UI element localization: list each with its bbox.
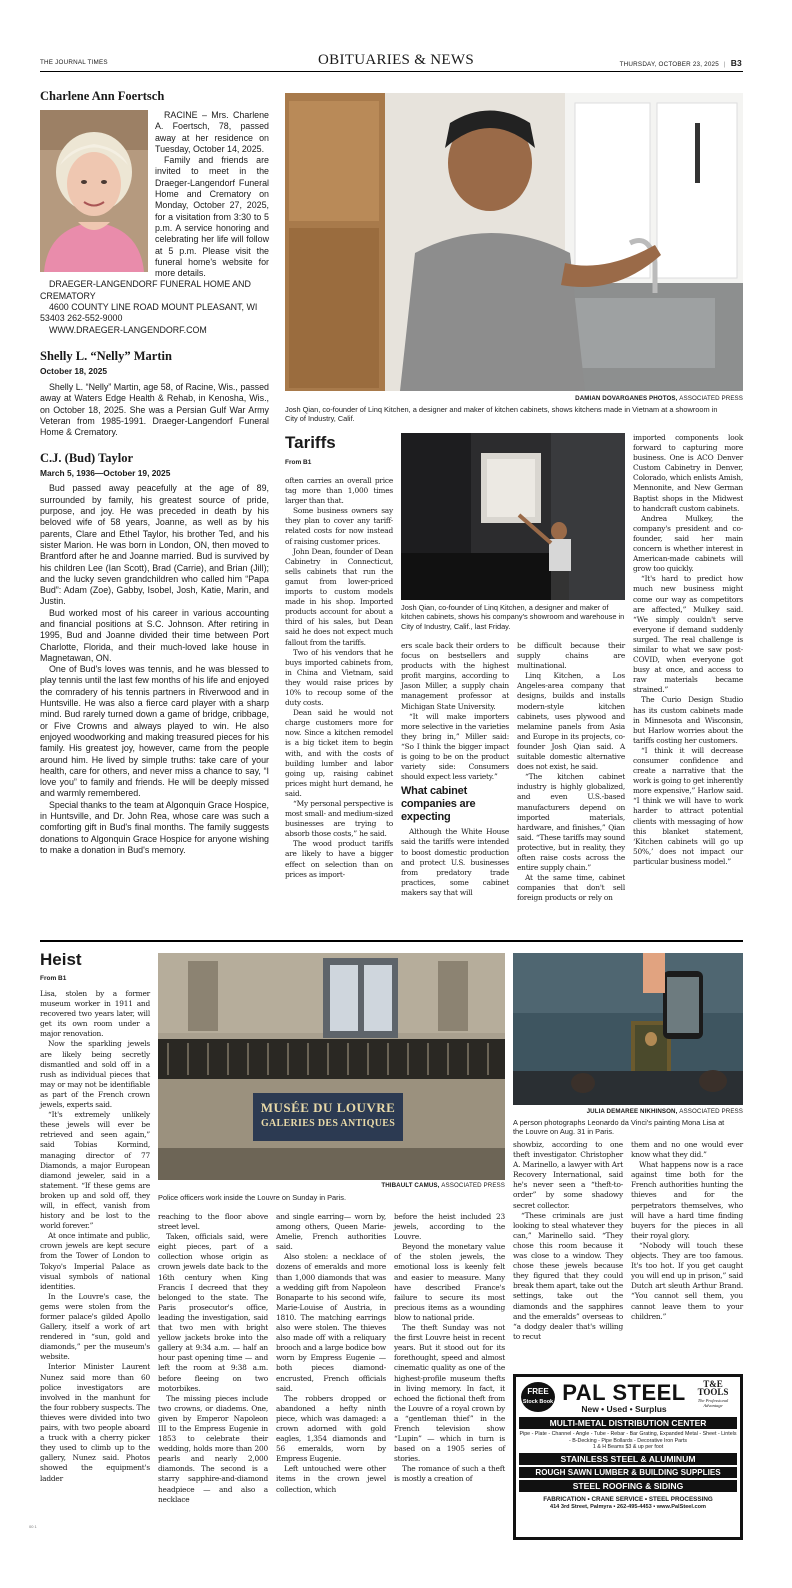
heist-paragraph: In the Louvre's case, the gems were stolen from the former palace's gilded Apollo Gallery, itself a work of art rendered in “sun, gold and diamonds,” per the museum's website. [40, 1291, 150, 1362]
heist-paragraph: “Nobody will touch these objects. They are too famous. It's too hot. If you get caught you will end up in prison,” said Dutch art sleuth Arthur Brand. “You cannot sell them, you cannot leave them to your children.” [631, 1240, 743, 1321]
tariffs-paragraph: Linq Kitchen, a Los Angeles-area company that designs, builds and installs modern-style kitchen cabinets, uses plywood and melamine panels from Asia and Europe in its projects, co-founder Josh Qian said. A suitable domestic alternative does not exist, he said. [517, 671, 625, 772]
heist-col-6 [631, 1140, 743, 1322]
obit-date: October 18, 2025 [40, 365, 108, 376]
tariffs-paragraph: At the same time, cabinet companies that don't sell foreign products or rely on [517, 873, 625, 903]
museum-visitors-illustration [513, 953, 743, 1105]
tariffs-photo-credit [285, 395, 743, 402]
ad-logo-mid: TOOLS [697, 1387, 729, 1397]
header-right [620, 58, 742, 68]
heist-paragraph: “These criminals are just looking to steal whatever they can,” Marinello said. “They chose this room because it was close to a window. They chose these jewels because they figured that they could break them apart, take out the settings, take out the diamonds and the sapphires and the emeralds” overseas to “a dodgy dealer that's willing to recut [513, 1210, 623, 1341]
section-divider [40, 940, 743, 942]
obit-paragraph: Bud worked most of his career in various accounting and financial positions at S.C. Johnson. After retiring in 1995, Bud and Joanne divided their time between Port Charlotte, Florida, and their much-loved lake house in Magnetawan, ON. [40, 607, 269, 663]
tariffs-paragraph: “It's hard to predict how much new business might come our way as competitors are affected,” Mulkey said. “We simply couldn't serve everyone if demand suddenly surged. The real challenge is similar to what we saw post-COVID, when everyone got busy at once, and access to raw materials became strained.” [633, 574, 743, 695]
mona-lisa-photo [513, 953, 743, 1105]
tariffs-headline: Tariffs [285, 433, 336, 452]
header-rule [40, 71, 743, 72]
louvre-facade-illustration [158, 953, 505, 1180]
obit-paragraph: Special thanks to the team at Algonquin Grace Hospice, in Huntsville, and Dr. John Rea, whose care was such a comforting gift in Bud's final months. The family suggests donations to Algonquin Grace Hospice for anyone wishing to make a donation in Bud's memory. [40, 799, 269, 855]
heist-paragraph: At once intimate and public, crown jewels are kept secure from the Tower of London to Tokyo's Imperial Palace as visual symbols of national identities. [40, 1231, 150, 1291]
ad-address[interactable]: 414 3rd Street, Palmyra • 262-495-4453 • www.PalSteel.com [549, 1503, 707, 1510]
obit-name: C.J. (Bud) Taylor [40, 451, 134, 466]
tariffs-inset-photo [401, 433, 625, 600]
tariffs-main-photo [285, 93, 743, 391]
heist-paragraph: Beyond the monetary value of the stolen jewels, the emotional loss is keenly felt and easier to measure. Many have described France's failure to secure its most precious items as a wounding blow to national pride. [394, 1242, 505, 1322]
warehouse-illustration [401, 433, 625, 600]
heist-paragraph: The missing pieces include two crowns, or diadems. One, given by Emperor Napoleon III to the Empress Eugenie in 1853 to celebrate their wedding, holds more than 200 pearls and nearly 2,000 diamonds. The second is a starry sapphire-and-diamond headpiece — and also a necklace [158, 1393, 268, 1504]
obit-paragraph: RACINE – Mrs. Charlene A. Foertsch, 78, passed away at her residence on Tuesday, October 14, 2025. [155, 110, 269, 154]
footer-mark: 00 1 [29, 1524, 37, 1529]
credit-name: DAMIAN DOVARGANES PHOTOS, [575, 395, 678, 402]
heist-col-1 [40, 989, 150, 1484]
ad-band-distribution: MULTI-METAL DISTRIBUTION CENTER [519, 1417, 737, 1429]
tariffs-subhead: What cabinet companies are expecting [401, 785, 476, 824]
heist-paragraph: The romance of such a theft is mostly a creation of [394, 1464, 505, 1484]
ad-services: FABRICATION • CRANE SERVICE • STEEL PROCESSING [543, 1495, 713, 1503]
heist-paragraph: Lisa, stolen by a former museum worker in 1911 and recovered two years later, will get its own room under a major renovation. [40, 989, 150, 1039]
tariffs-paragraph: Dean said he would not charge customers more for now. Since a kitchen remodel is a big ticket item to begin with, and with the costs of building lumber and labor going up, raising cabinet prices might hurt demand, he said. [285, 708, 393, 798]
page-number: B3 [730, 58, 742, 68]
pal-steel-ad[interactable] [513, 1374, 743, 1540]
header-left: THE JOURNAL TIMES [40, 59, 108, 66]
heist-paragraph: showbiz, according to one theft investigator. Christopher A. Marinello, a lawyer with Art Recovery International, said he's never seen a “theft-to-order” by some shadowy secret collector. [513, 1140, 623, 1210]
obit-paragraph: Bud passed away peacefully at the age of 89, surrounded by family, his greatest source of pride, purpose, and joy. He was preceded in death by his beloved wife of 58 years, Joanne, as well as by his parents, Clare and Ethel Taylor, his brother Ted, and his sister Marion. He was born in London, ON, then moved to Brantford after he and Joanne married. Bud is survived by his children Lee (Ian Scott), Brad (Carrie), and Brian (Jill); and the lucky seven grandchildren who called him “Papa Bud”: Adam (Zoe), Gabby, Isobel, Josh, Katie, Marin, and Justin. [40, 483, 269, 607]
ad-badge-bottom: Stock Book [522, 1399, 554, 1405]
heist-paragraph: before the heist included 23 jewels, according to the Louvre. [394, 1212, 505, 1242]
obit-paragraph: Shelly L. “Nelly” Martin, age 58, of Racine, Wis., passed away at Waters Edge Health & Rehab, in Kenosha, Wis., on October 18, 2025. She was a Persian Gulf War Army Veteran from 1985-1991. Draeger-Langendorf Funeral Home & Crematory. [40, 381, 269, 438]
tariffs-paragraph: The wood product tariffs are likely to have a bigger effect on selection than on prices as import- [285, 839, 393, 879]
ad-band-roofing: STEEL ROOFING & SIDING [519, 1480, 737, 1492]
ad-band-lumber: ROUGH SAWN LUMBER & BUILDING SUPPLIES [519, 1467, 737, 1478]
tariffs-paragraph: “It will make importers more selective in the varieties they bring in,” Miller said: “So I think the bigger impact is going to be on the product variety side: Consumers should expect less variety.” [401, 711, 509, 782]
obit-paragraph: One of Bud's loves was tennis, and he was blessed to play tennis until the last few months of his life and enjoyed the comradery of his tennis partners in Riverwood and in Huntsville. He was also a fierce card player with a sharp mind. Bud rarely turned down a game of bridge, cribbage, or Five Crowns and always played to win. He also enjoyed woodworking and making treasured pieces for his family. His greatest joy, however, came from the people around him. He lived by simple truths: take care of your health, care for others, and never miss a chance to say, “I love you” to family and friends. He will be deeply missed and warmly remembered. [40, 664, 269, 799]
mona-lisa-photo-credit [513, 1108, 743, 1115]
obit-paragraph: DRAEGER-LANGENDORF FUNERAL HOME AND CREMATORY [40, 279, 251, 301]
kitchen-showroom-illustration [285, 93, 743, 391]
tariffs-paragraph: imported components look forward to capturing more business. One is ACO Denver Custom Cabinetry in Denver, Colorado, which enlists Amish, Mennonite, and New German Baptist shops in the Midwest to handcraft custom cabinets. [633, 433, 743, 513]
header-sep: | [723, 61, 726, 68]
tariffs-paragraph: “The kitchen cabinet industry is highly globalized, and even U.S.-based manufacturers depend on imported materials, hardware, and finishes,” Qian said. “These tariffs may sound protective, but in reality, they often raise costs across the entire supply chain.” [517, 772, 625, 873]
ad-tagline: New • Used • Surplus [581, 1404, 667, 1414]
tariffs-paragraph: “My personal perspective is most small- and medium-sized businesses are trying to absorb those costs,” he said. [285, 799, 393, 839]
louvre-photo-credit [158, 1182, 505, 1189]
portrait-illustration [40, 110, 148, 272]
tariffs-paragraph: ers scale back their orders to focus on bestsellers and products with the highest profit margins, according to Jason Miller, a supply chain management professor at Michigan State University. [401, 641, 509, 711]
heist-col-4 [394, 1212, 505, 1485]
heist-paragraph: Left untouched were other items in the crown jewel collection, which [276, 1464, 386, 1494]
header-date: THURSDAY, OCTOBER 23, 2025 [619, 61, 719, 68]
ad-top-row [519, 1380, 737, 1416]
tariffs-paragraph: The Curio Design Studio has its custom cabinets made in Minnesota and Wisconsin, but Harlow worries about the tariffs costing her customers. [633, 695, 743, 745]
heist-headline: Heist [40, 950, 82, 969]
tariffs-col-4 [633, 433, 743, 867]
ad-badge-top: FREE [527, 1387, 549, 1396]
heist-paragraph: What happens now is a race against time both for the French authorities hunting the thieves and for the perpetrators themselves, who will have a hard time finding buyers for the pieces in all their royal glory. [631, 1160, 743, 1240]
heist-paragraph: The theft Sunday was not the first Louvre heist in recent years. But it stood out for its forethought, speed and almost cinematic quality as one of the highest-profile museum thefts in living memory. In fact, it echoed the fictional theft from the Louvre of a royal crown by a “gentleman thief” in the French television show “Lupin” — which in turn is based on a 1905 series of stories. [394, 1323, 505, 1464]
obit-paragraph: Family and friends are invited to meet in the Draeger-Langendorf Funeral Home and Crematory on Monday, October 27, 2025, for a visitation from 3:30 to 5 p.m. A service honoring and celebrating her life will follow at 5 p.m. Please visit the funeral home's website for more details. [155, 155, 269, 279]
heist-col-3 [276, 1212, 386, 1495]
tariffs-paragraph: “I think it will decrease consumer confidence and create a narrative that the work is going to get inherently more expensive,” Harlow said. “I think we will have to work harder to attract potential clients with messaging of how this blanket statement, ‘Kitchen cabinets will go up 50%,’ does not impact our particular business model.” [633, 745, 743, 866]
heist-col-2 [158, 1212, 268, 1505]
heist-paragraph: The robbers dropped or abandoned a hefty ninth piece, which was damaged: a crown adorned with gold eagles, 1,354 diamonds and 56 emeralds, worn by Empress Eugenie. [276, 1393, 386, 1464]
obit-paragraph: 4600 COUNTY LINE ROAD MOUNT PLEASANT, WI 53403 262-552-9000 [40, 302, 258, 324]
louvre-photo-caption: Police officers work inside the Louvre on Sunday in Paris. [158, 1193, 347, 1202]
tariffs-paragraph: Although the White House said the tariffs were intended to boost domestic production and protect U.S. businesses from predatory trade practices, some cabinet makers say that will [401, 827, 509, 897]
heist-paragraph: reaching to the floor above street level. [158, 1212, 268, 1232]
credit-org: ASSOCIATED PRESS [679, 395, 743, 402]
tariffs-photo-caption: Josh Qian, co-founder of Linq Kitchen, a designer and maker of kitchen cabinets, shows kitchens made in Vietnam at a showroom in City of Industry, Calif. [285, 405, 718, 424]
louvre-sign [253, 1093, 403, 1141]
heist-jump-from: From B1 [40, 975, 67, 982]
louvre-sign-line-1: MUSÉE DU LOUVRE [260, 1100, 396, 1115]
tariffs-paragraph: often carries an overall price tag more than 1,000 times larger than that. [285, 476, 393, 506]
tariffs-inset-caption: Josh Qian, co-founder of Linq Kitchen, a designer and maker of kitchen cabinets, shows his company's showroom and warehouse in City of Industry, Calif., last Friday. [401, 603, 625, 631]
obit-website[interactable]: WWW.DRAEGER-LANGENDORF.COM [49, 324, 207, 335]
obit-date: March 5, 1936—October 19, 2025 [40, 468, 171, 479]
louvre-photo [158, 953, 505, 1180]
ad-logo-sub: The Professional Advantage [697, 1398, 729, 1408]
tariffs-col-2 [401, 641, 509, 898]
ad-beams: 1 & H Beams $3 & up per foot [592, 1444, 664, 1451]
credit-org: ASSOCIATED PRESS [441, 1182, 505, 1189]
tariffs-paragraph: John Dean, founder of Dean Cabinetry in Connecticut, sells cabinets that run the gamut from lower-priced imports to custom models made in his shop. Imported products account for about a third of his sales, but Dean said he does not expect much fallout from the tariffs. [285, 546, 393, 647]
ad-band-stainless: STAINLESS STEEL & ALUMINUM [519, 1453, 737, 1465]
tariffs-paragraph: Two of his vendors that he buys imported cabinets from, in China and Vietnam, said they would raise prices by 10% to recoup some of the duty costs. [285, 647, 393, 708]
heist-paragraph: them and no one would ever know what they did.” [631, 1140, 743, 1160]
heist-paragraph: and single earring— worn by, among others, Queen Marie-Amelie, French authorities said. [276, 1212, 386, 1252]
credit-name: THIBAULT CAMUS, [381, 1182, 440, 1189]
obit-name: Charlene Ann Foertsch [40, 89, 165, 103]
heist-paragraph: Interior Minister Laurent Nunez said more than 60 police investigators are involved in the manhunt for the four robbery suspects. The thieves were divided into two pairs, with two people aboard a truck with a cherry picker they used to climb up to the gallery, Nunez said. Photos showed the equipment's ladder [40, 1362, 150, 1483]
tariffs-paragraph: Some business owners say they plan to cover any tariff-related costs for now instead of raising customer prices. [285, 506, 393, 546]
tariffs-col-3 [517, 641, 625, 903]
tariffs-col-1 [285, 476, 393, 880]
mona-lisa-photo-caption: A person photographs Leonardo da Vinci's painting Mona Lisa at the Louvre on Aug. 31 in Paris. [513, 1118, 725, 1137]
tariffs-jump-from: From B1 [285, 459, 312, 466]
heist-paragraph: Also stolen: a necklace of dozens of emeralds and more than 1,000 diamonds that was a wedding gift from Napoleon Bonaparte to his second wife, Marie-Louise of Austria, in 1810. The matching earrings also were stolen. The thieves also made off with a reliquary brooch and a large bodice bow worn by Empress Eugenie — both pieces diamond-encrusted, French officials said. [276, 1252, 387, 1393]
ad-tools-logo [691, 1380, 735, 1408]
tariffs-paragraph: Andrea Mulkey, the company's president and co-founder, said her main concern is whether interest in American-made cabinets will grow too quickly. [633, 513, 743, 574]
heist-paragraph: Taken, officials said, were eight pieces, part of a collection whose origin as crown jewels date back to the 16th century when King Francis I decreed that they belonged to the state. The Paris prosecutor's office, leading the investigation, said that two men with bright yellow jackets broke into the gallery at 9:34 a.m. — half an hour past opening time — and left the room at 9:38 a.m. before fleeing on two motorbikes. [158, 1232, 268, 1393]
louvre-sign-line-2: GALERIES DES ANTIQUES [260, 1118, 396, 1129]
ad-logo-top: T&E [703, 1379, 723, 1389]
section-title: OBITUARIES & NEWS [318, 52, 474, 68]
tariffs-paragraph: be difficult because their supply chains are multinational. [517, 641, 625, 671]
credit-name: JULIA DEMAREE NIKHINSON, [586, 1108, 678, 1115]
ad-brand-name: PAL STEEL [562, 1380, 686, 1405]
heist-paragraph: “It's extremely unlikely these jewels will ever be retrieved and seen again,” said Tobias Kormind, managing director of 77 Diamonds, a major European diamond jeweler, said in a statement. “If these gems are broken up and sold off, they will, in effect, vanish from history and be lost to the world forever.” [40, 1110, 150, 1231]
heist-paragraph: Now the sparkling jewels are likely being secretly dismantled and sold off in a rush as individual pieces that may or may not be identifiable as part of the French crown jewels, experts said. [40, 1039, 150, 1110]
ad-free-badge [521, 1382, 555, 1412]
obit-portrait [40, 110, 148, 272]
heist-col-5 [513, 1140, 623, 1342]
ad-products: Pipe - Plate - Channel - Angle - Tube - Rebar - Bar Grating, Expanded Metal - Sheet - Lintels - B-Decking - Pipe Bollards - Decorative Iron Parts [519, 1431, 737, 1444]
obit-name: Shelly L. “Nelly” Martin [40, 348, 172, 363]
obituaries-column [40, 89, 269, 856]
credit-org: ASSOCIATED PRESS [679, 1108, 743, 1115]
